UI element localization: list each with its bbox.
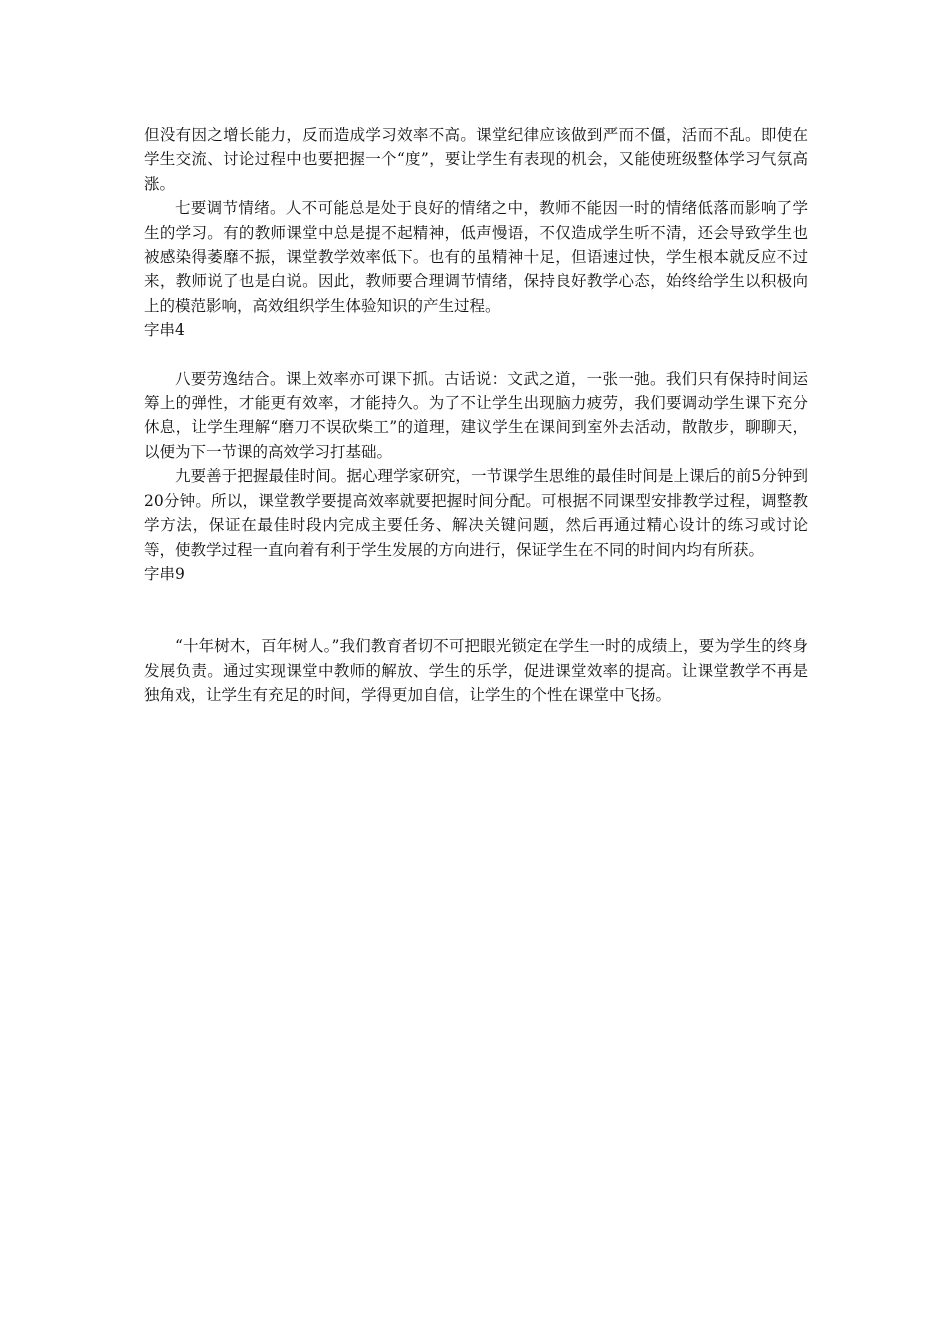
blank-lines [144, 586, 808, 634]
document-body [144, 123, 808, 708]
paragraph-conclusion: “十年树木，百年树人。”我们教育者切不可把眼光锁定在学生一时的成绩上，要为学生的终身发展负责。通过实现课堂中教师的解放、学生的乐学，促进课堂效率的提高。让课堂教学不再是独角戏，让学生有充足的时间，学得更加自信，让学生的个性在课堂中飞扬。 [144, 637, 808, 705]
blank-line [144, 343, 808, 367]
paragraph-emotion: 七要调节情绪。人不可能总是处于良好的情绪之中，教师不能因一时的情绪低落而影响了学生的学习。有的教师课堂中总是提不起精神，低声慢语，不仅造成学生听不清，还会导致学生也被感染得萎靡不振，课堂教学效率低下。也有的虽精神十足，但语速过快，学生根本就反应不过来，教师说了也是白说。因此，教师要合理调节情绪，保持良好教学心态，始终给学生以积极向上的模范影响，高效组织学生体验知识的产生过程。 [144, 199, 808, 315]
string-marker-4: 字串4 [144, 321, 185, 340]
paragraph-best-time: 九要善于把握最佳时间。据心理学家研究，一节课学生思维的最佳时间是上课后的前5分钟到20分钟。所以，课堂教学要提高效率就要把握时间分配。可根据不同课型安排教学过程，调整教学方法，保证在最佳时段内完成主要任务、解决关键问题，然后再通过精心设计的练习或讨论等，使教学过程一直向着有利于学生发展的方向进行，保证学生在不同的时间内均有所获。 [144, 467, 808, 559]
paragraph-discipline: 但没有因之增长能力，反而造成学习效率不高。课堂纪律应该做到严而不僵，活而不乱。即使在学生交流、讨论过程中也要把握一个“度”，要让学生有表现的机会，又能使班级整体学习气氛高涨。 [144, 126, 808, 193]
paragraph-rest: 八要劳逸结合。课上效率亦可课下抓。古话说：文武之道，一张一弛。我们只有保持时间运筹上的弹性，才能更有效率，才能持久。为了不让学生出现脑力疲劳，我们要调动学生课下充分休息，让学生理解“磨刀不误砍柴工”的道理，建议学生在课间到室外去活动，散散步，聊聊天，以便为下一节课的高效学习打基础。 [144, 369, 808, 461]
string-marker-9: 字串9 [144, 564, 185, 583]
